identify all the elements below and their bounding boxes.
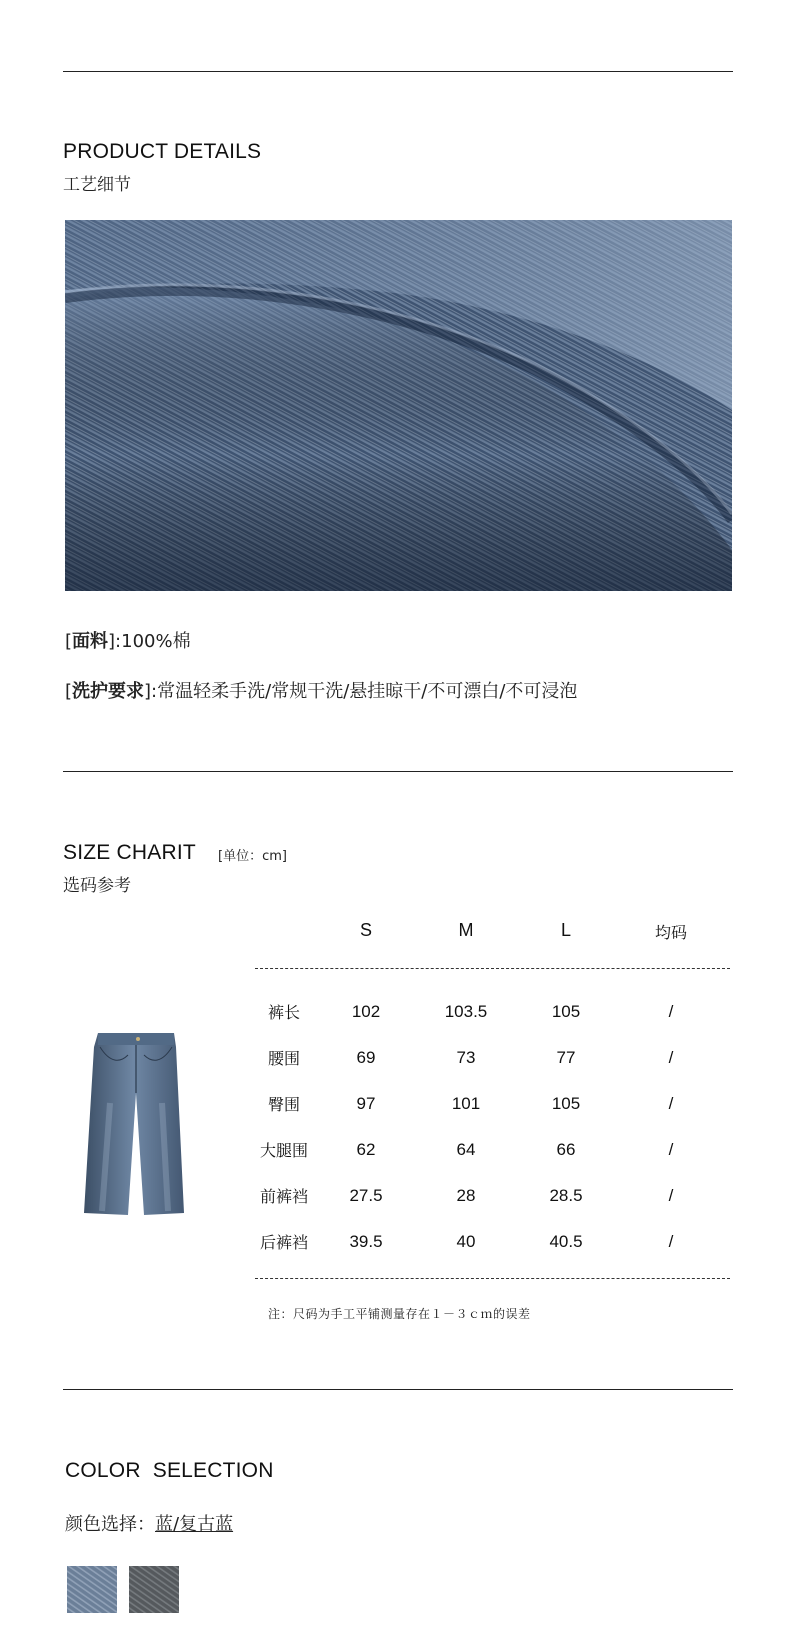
size-row-label: 臀围 [267,1095,300,1114]
jeans-thumbnail [80,1033,192,1218]
size-cell: 97 [356,1094,376,1113]
size-cell: / [668,1232,674,1251]
size-divider [63,1389,733,1390]
details-title-en: PRODUCT DETAILS [63,140,262,163]
size-note: 注：尺码为手工平铺测量存在１－３ｃｍ的误差 [268,1307,531,1321]
size-cell: 69 [356,1048,376,1067]
size-col-l: L [560,920,571,940]
size-cell: 39.5 [349,1232,383,1251]
size-col-s: S [359,920,372,940]
size-cell: / [668,1002,674,1021]
size-cell: / [668,1140,674,1159]
color-selection-line [65,1510,233,1536]
size-cell: 66 [556,1140,576,1159]
size-cell: 28 [456,1186,476,1205]
size-unit: [单位：cm] [218,849,287,864]
color-title-en: COLOR SELECTION [65,1459,274,1482]
fabric-spec: [面料]:100%棉 [65,631,191,652]
size-row-label: 大腿围 [259,1141,308,1160]
size-cell: 103.5 [444,1002,488,1021]
size-cell: 73 [456,1048,476,1067]
size-title-cn: 选码参考 [63,876,131,896]
size-title-en: SIZE CHARIT [63,841,196,864]
swatch-blue[interactable] [67,1566,117,1613]
size-col-free: 均码 [654,923,687,942]
care-label: 洗护要求 [72,681,145,702]
details-divider [63,771,733,772]
size-cell: 27.5 [349,1186,383,1205]
size-cell: 62 [356,1140,376,1159]
size-col-m: M [458,920,474,940]
size-cell: 102 [351,1002,381,1021]
top-divider [63,71,733,72]
fabric-value: 100%棉 [121,631,191,652]
size-table-top-line [255,968,730,969]
fabric-label: 面料 [72,631,109,652]
size-cell: 105 [551,1094,581,1113]
care-spec: [洗护要求]:常温轻柔手洗/常规干洗/悬挂晾干/不可漂白/不可浸泡 [65,681,578,702]
size-cell: 77 [556,1048,576,1067]
size-cell: 40 [456,1232,476,1251]
size-table-bottom-line [255,1278,730,1279]
size-cell: 101 [451,1094,481,1113]
color-value-link[interactable]: 蓝/复古蓝 [155,1514,234,1535]
size-row-label: 裤长 [267,1003,300,1022]
size-cell: / [668,1048,674,1067]
details-title-cn: 工艺细节 [63,175,131,195]
size-cell: / [668,1186,674,1205]
care-value: 常温轻柔手洗/常规干洗/悬挂晾干/不可漂白/不可浸泡 [157,681,578,702]
size-cell: 64 [456,1140,476,1159]
size-row-label: 前裤裆 [259,1187,308,1206]
swatch-vintage-blue[interactable] [129,1566,179,1613]
size-cell: 28.5 [549,1186,583,1205]
size-cell: 40.5 [549,1232,583,1251]
size-row-label: 腰围 [267,1049,300,1068]
size-row-label: 后裤裆 [259,1233,308,1252]
size-cell: 105 [551,1002,581,1021]
color-label: 颜色选择： [65,1514,155,1535]
size-cell: / [668,1094,674,1113]
denim-fabric-image [65,220,732,591]
